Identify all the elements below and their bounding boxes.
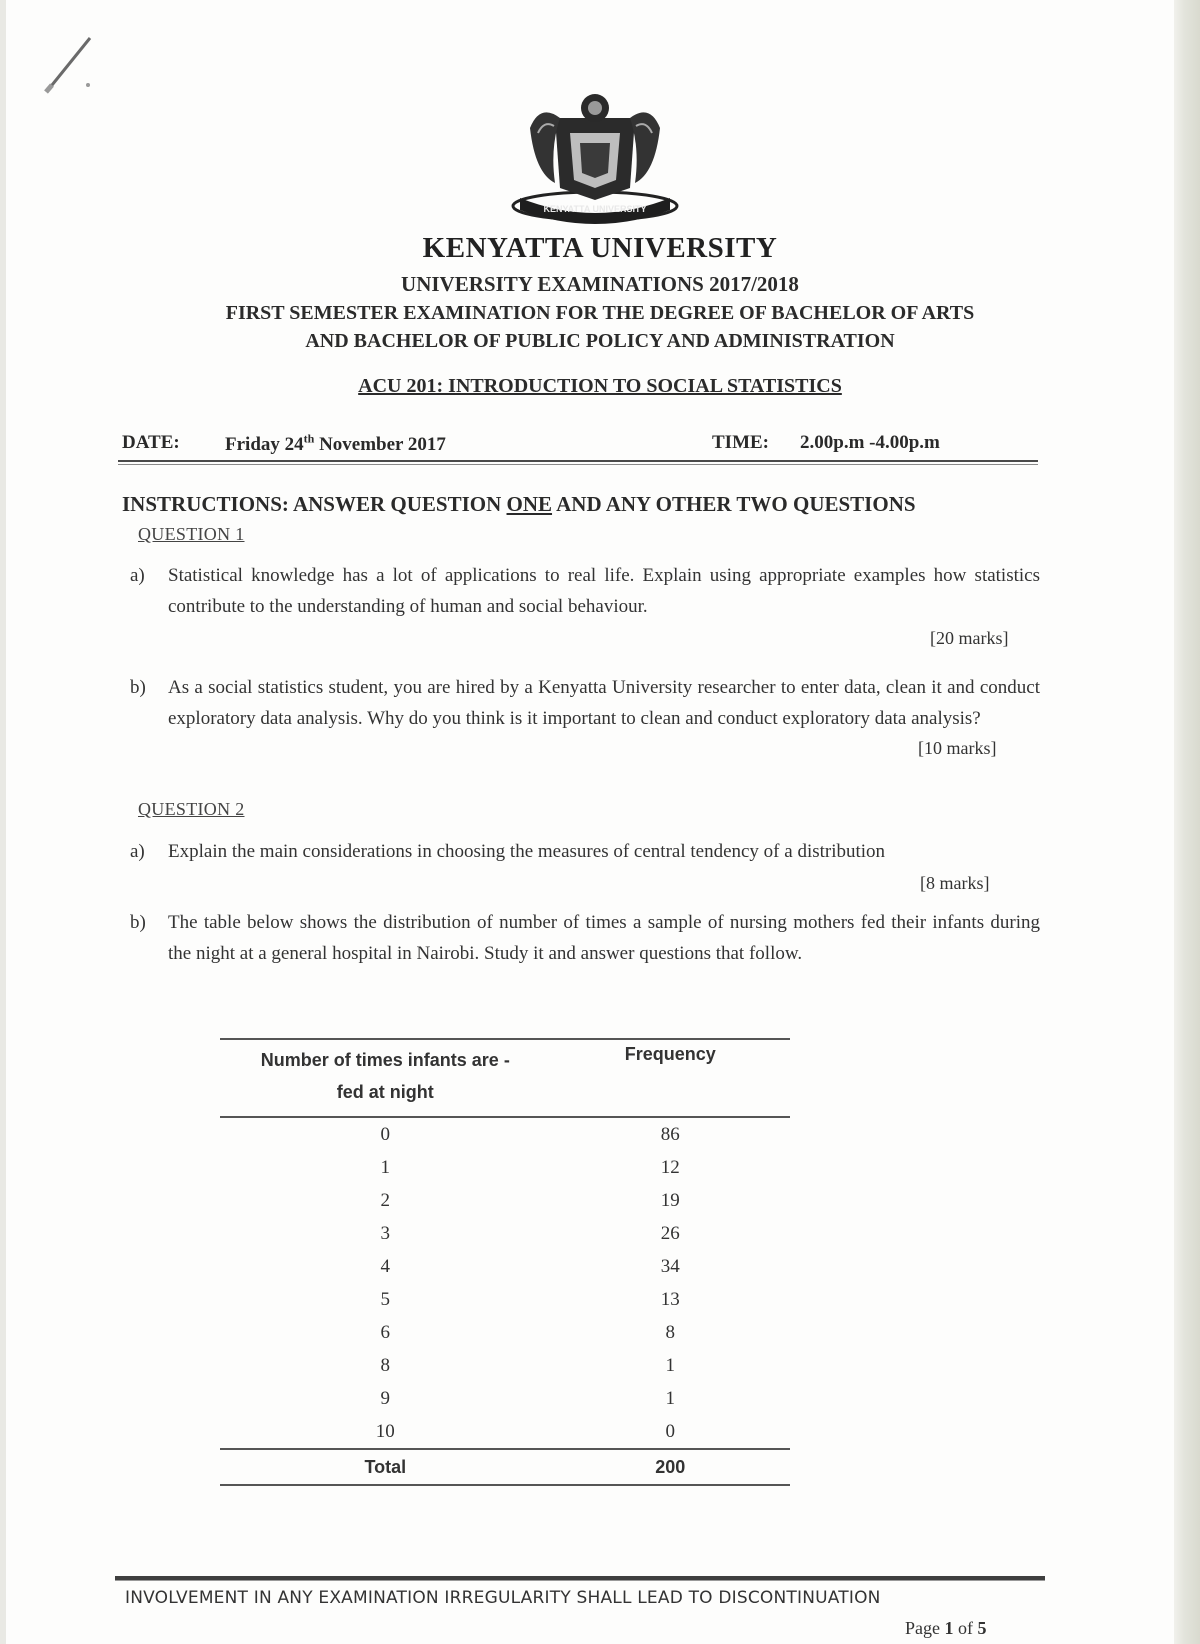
total-value: 200 (655, 1456, 686, 1477)
cell-times: 5 (380, 1288, 391, 1310)
instructions (122, 492, 916, 517)
table-row (220, 1217, 790, 1250)
cell-times: 4 (380, 1255, 391, 1277)
page-word: Page (905, 1618, 940, 1638)
university-crest-logo (510, 88, 680, 230)
instructions-after: AND ANY OTHER TWO QUESTIONS (552, 492, 916, 516)
frequency-table (220, 1038, 790, 1486)
page-total: 5 (977, 1618, 987, 1638)
question-2a (130, 836, 1040, 867)
table-row (220, 1250, 790, 1283)
page-of: of (958, 1618, 973, 1638)
table-row (220, 1117, 790, 1151)
cell-times: 6 (380, 1321, 391, 1343)
cell-frequency: 19 (660, 1189, 680, 1211)
table-row (220, 1415, 790, 1449)
column-header-times-line1: Number of times infants are - (260, 1050, 510, 1070)
cell-times: 8 (380, 1354, 391, 1376)
pen-mark (40, 30, 100, 100)
question-1b-text: As a social statistics student, you are hired by a Kenyatta University researcher to enter data, clean it and conduct exploratory data analysis. Why do you think is it important to clean and conduct exploratory data analysis? (168, 677, 1040, 729)
cell-times: 10 (375, 1420, 395, 1442)
table-header-row (220, 1039, 790, 1117)
cell-frequency: 34 (660, 1255, 680, 1277)
question-1-heading: QUESTION 1 (138, 524, 245, 544)
date-text: Friday 24th November 2017 (225, 432, 446, 456)
degree-line-1: FIRST SEMESTER EXAMINATION FOR THE DEGREE OF BACHELOR OF ARTS (225, 302, 975, 324)
header-divider (118, 460, 1038, 465)
question-2a-label: a) (130, 841, 145, 862)
cell-frequency: 13 (660, 1288, 680, 1310)
table-row (220, 1349, 790, 1382)
total-label: Total (364, 1456, 407, 1477)
question-1a (130, 560, 1040, 622)
question-1a-text: Statistical knowledge has a lot of applications to real life. Explain using appropriate examples how statistics contribute to the understanding of human and social behaviour. (168, 565, 1040, 617)
cell-times: 9 (380, 1387, 391, 1409)
course-title: ACU 201: INTRODUCTION TO SOCIAL STATISTICS (358, 375, 842, 397)
exam-session: UNIVERSITY EXAMINATIONS 2017/2018 (401, 272, 799, 296)
page-current: 1 (944, 1618, 954, 1638)
question-2a-text: Explain the main considerations in choosing the measures of central tendency of a distribution (168, 841, 886, 862)
question-1b (130, 672, 1040, 734)
cell-frequency: 1 (665, 1354, 676, 1376)
cell-frequency: 86 (660, 1123, 680, 1145)
cell-frequency: 0 (665, 1420, 676, 1442)
table-row (220, 1184, 790, 1217)
footer-divider (115, 1576, 1045, 1581)
cell-times: 2 (380, 1189, 391, 1211)
column-header-times-line2: fed at night (336, 1082, 434, 1102)
time-label: TIME: (712, 432, 769, 453)
cell-times: 3 (380, 1222, 391, 1244)
question-1b-marks: [10 marks] (918, 738, 997, 758)
question-1b-label: b) (130, 677, 146, 698)
cell-frequency: 8 (665, 1321, 676, 1343)
cell-frequency: 12 (660, 1156, 680, 1178)
table-row (220, 1316, 790, 1349)
question-1a-label: a) (130, 565, 145, 586)
footer-warning: INVOLVEMENT IN ANY EXAMINATION IRREGULARITY SHALL LEAD TO DISCONTINUATION (125, 1588, 881, 1608)
question-2-heading: QUESTION 2 (138, 799, 245, 819)
date-label: DATE: (122, 432, 180, 453)
table-row (220, 1382, 790, 1415)
table-row (220, 1151, 790, 1184)
table-body (220, 1117, 790, 1449)
question-2b-label: b) (130, 912, 146, 933)
cell-times: 0 (380, 1123, 391, 1145)
table-row (220, 1283, 790, 1316)
question-1a-marks: [20 marks] (930, 628, 1009, 648)
date-value (225, 432, 446, 456)
cell-frequency: 26 (660, 1222, 680, 1244)
column-header-times (220, 1039, 551, 1117)
instructions-before: INSTRUCTIONS: ANSWER QUESTION (122, 492, 507, 516)
question-2a-marks: [8 marks] (920, 873, 990, 893)
time-value: 2.00p.m -4.00p.m (800, 432, 940, 453)
question-2b-text: The table below shows the distribution of number of times a sample of nursing mothers fed their infants during the night at a general hospital in Nairobi. Study it and answer questions that follow. (168, 912, 1040, 964)
cell-times: 1 (380, 1156, 391, 1178)
page-number (905, 1618, 987, 1639)
university-name: KENYATTA UNIVERSITY (422, 232, 778, 264)
svg-text:KENYATTA UNIVERSITY: KENYATTA UNIVERSITY (543, 204, 647, 214)
instructions-emphasis: ONE (506, 492, 553, 516)
degree-line-2: AND BACHELOR OF PUBLIC POLICY AND ADMINISTRATION (305, 330, 895, 352)
table-total-row (220, 1449, 790, 1485)
column-header-frequency: Frequency (624, 1044, 716, 1064)
cell-frequency: 1 (665, 1387, 676, 1409)
question-2b (130, 907, 1040, 969)
